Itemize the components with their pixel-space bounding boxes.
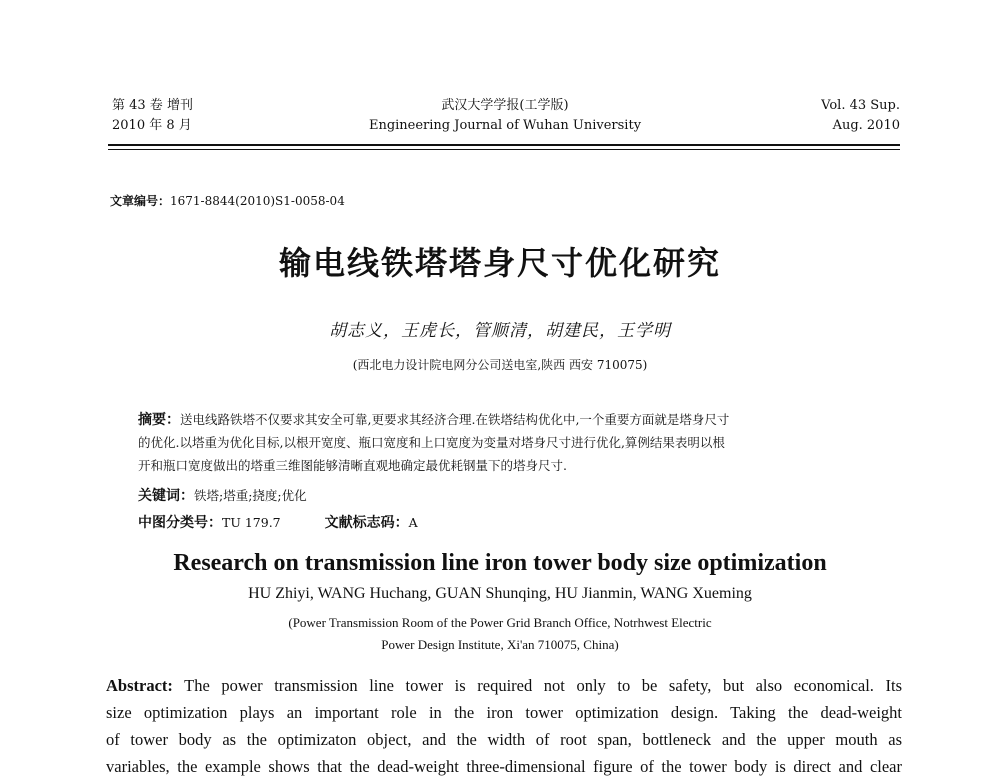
abstract-en-label: Abstract:: [106, 676, 173, 695]
journal-name-en: Engineering Journal of Wuhan University: [368, 118, 642, 133]
header-rule-thin: [108, 149, 900, 150]
abstract-en-text-4: variables, the example shows that the dead-weight three-dimensional figure of the tower body is direct and clear: [106, 757, 902, 776]
article-number-label: 文章编号：: [110, 194, 171, 208]
affiliation-en: [0, 612, 1000, 656]
article-number: [110, 192, 345, 209]
header-right: [821, 96, 900, 136]
clc-label: 中图分类号：: [138, 515, 222, 531]
volume-en: Vol. 43 Sup.: [821, 98, 900, 113]
header-left: [112, 96, 193, 136]
affiliation-en-line-2: Power Design Institute, Xi'an 710075, China): [381, 637, 619, 652]
abstract-en-text-1: The power transmission line tower is required not only to be safety, but also economical. Its: [172, 676, 902, 695]
affiliation-en-line-1: (Power Transmission Room of the Power Grid Branch Office, Notrhwest Electric: [288, 615, 712, 630]
abstract-cn-label: 摘要：: [138, 412, 180, 428]
authors-en: HU Zhiyi, WANG Huchang, GUAN Shunqing, HU Jianmin, WANG Xueming: [248, 585, 752, 602]
abstract-cn: [138, 408, 878, 477]
authors-cn: 胡志义，王虎长，管顺清，胡建民，王学明: [329, 321, 671, 341]
doc-code-value: A: [408, 515, 418, 530]
date-en: Aug. 2010: [832, 118, 900, 133]
keywords-cn-label: 关键词：: [138, 488, 194, 504]
abstract-cn-line: [138, 408, 878, 431]
abstract-en: [106, 672, 902, 780]
abstract-en-text-3: of tower body as the optimizaton object, and the width of root span, bottleneck and the upper mouth as: [106, 730, 902, 749]
abstract-en-line: [106, 672, 902, 699]
article-number-value: 1671-8844(2010)S1-0058-04: [170, 194, 345, 208]
abstract-en-text-2: size optimization plays an important role in the iron tower optimization design. Taking the dead-weight: [106, 703, 902, 722]
abstract-cn-text-2: 的优化.以塔重为优化目标,以根开宽度、瓶口宽度和上口宽度为变量对塔身尺寸进行优化,算例结果表明以根: [138, 435, 725, 450]
paper-title-en: Research on transmission line iron tower body size optimization: [173, 550, 827, 576]
journal-name-cn: 武汉大学学报(工学版): [441, 98, 569, 113]
publication-date: 2010 年 8 月: [112, 118, 192, 133]
header-center: [350, 96, 660, 136]
volume-issue: 第 43 卷 增刊: [112, 98, 193, 113]
abstract-cn-text-1: 送电线路铁塔不仅要求其安全可靠,更要求其经济合理.在铁塔结构优化中,一个重要方面就是塔身尺寸: [180, 412, 730, 427]
keywords-cn: [138, 485, 307, 505]
abstract-cn-text-3: 开和瓶口宽度做出的塔重三维图能够清晰直观地确定最优耗钢量下的塔身尺寸.: [138, 458, 567, 473]
keywords-cn-value: 铁塔;塔重;挠度;优化: [194, 488, 307, 503]
affiliation-cn: (西北电力设计院电网分公司送电室,陕西 西安 710075): [352, 358, 648, 372]
paper-title-cn: 输电线铁塔塔身尺寸优化研究: [278, 244, 721, 282]
header-rule-thick: [108, 144, 900, 146]
clc-value: TU 179.7: [222, 515, 281, 530]
classification: [138, 512, 418, 532]
doc-code-label: 文献标志码：: [324, 515, 409, 531]
